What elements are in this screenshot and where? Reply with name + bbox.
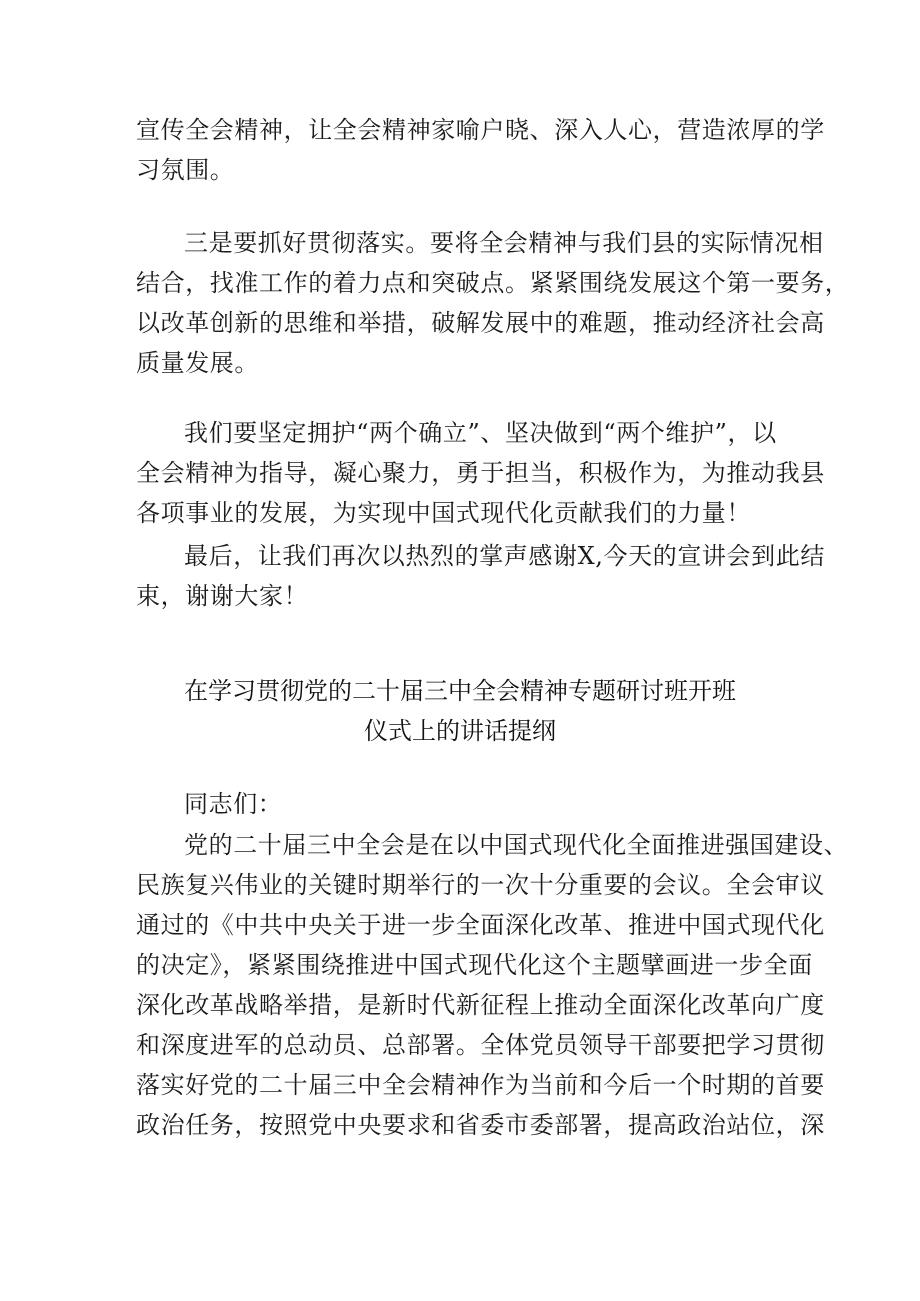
paragraph-start: 我们要坚定拥护“两个确立”、坚决做到“两个维护”，以 xyxy=(184,419,777,447)
text-line: 落实好党的二十届三中全会精神作为当前和今后一个时期的首要 xyxy=(136,1071,825,1099)
text-line: 的决定》，紧紧围绕推进中国式现代化这个主题擘画进一步全面 xyxy=(136,951,813,979)
text-line: 习氛围。 xyxy=(136,156,235,184)
paragraph-start: 党的二十届三中全会是在以中国式现代化全面推进强国建设、 xyxy=(184,831,849,859)
text-line: 通过的《中共中央关于进一步全面深化改革、推进中国式现代化 xyxy=(136,911,825,939)
document-title-line-2: 仪式上的讲话提纲 xyxy=(364,717,556,745)
text-line: 民族复兴伟业的关键时期举行的一次十分重要的会议。全会审议 xyxy=(136,871,825,899)
text-line: 质量发展。 xyxy=(136,349,259,377)
text-line: 深化改革战略举措，是新时代新征程上推动全面深化改革向广度 xyxy=(136,991,825,1019)
text-line: 宣传全会精神，让全会精神家喻户晓、深入人心，营造浓厚的学 xyxy=(136,116,825,144)
paragraph-start: 最后，让我们再次以热烈的掌声感谢X,今天的宣讲会到此结 xyxy=(184,542,825,570)
salutation: 同志们： xyxy=(184,790,283,818)
document-title-line-1: 在学习贯彻党的二十届三中全会精神专题研讨班开班 xyxy=(184,677,736,705)
text-line: 以改革创新的思维和举措，破解发展中的难题，推动经济社会高 xyxy=(136,309,825,337)
text-line: 全会精神为指导，凝心聚力，勇于担当，积极作为，为推动我县 xyxy=(136,459,825,487)
paragraph-start: 三是要抓好贯彻落实。要将全会精神与我们县的实际情况相 xyxy=(184,229,824,257)
text-line: 束，谢谢大家！ xyxy=(136,582,309,610)
text-line: 政治任务，按照党中央要求和省委市委部署，提高政治站位，深 xyxy=(136,1111,825,1139)
text-line: 结合，找准工作的着力点和突破点。紧紧围绕发展这个第一要务， xyxy=(136,269,850,297)
text-line: 各项事业的发展，为实现中国式现代化贡献我们的力量！ xyxy=(136,499,751,527)
text-line: 和深度进军的总动员、总部署。全体党员领导干部要把学习贯彻 xyxy=(136,1031,825,1059)
